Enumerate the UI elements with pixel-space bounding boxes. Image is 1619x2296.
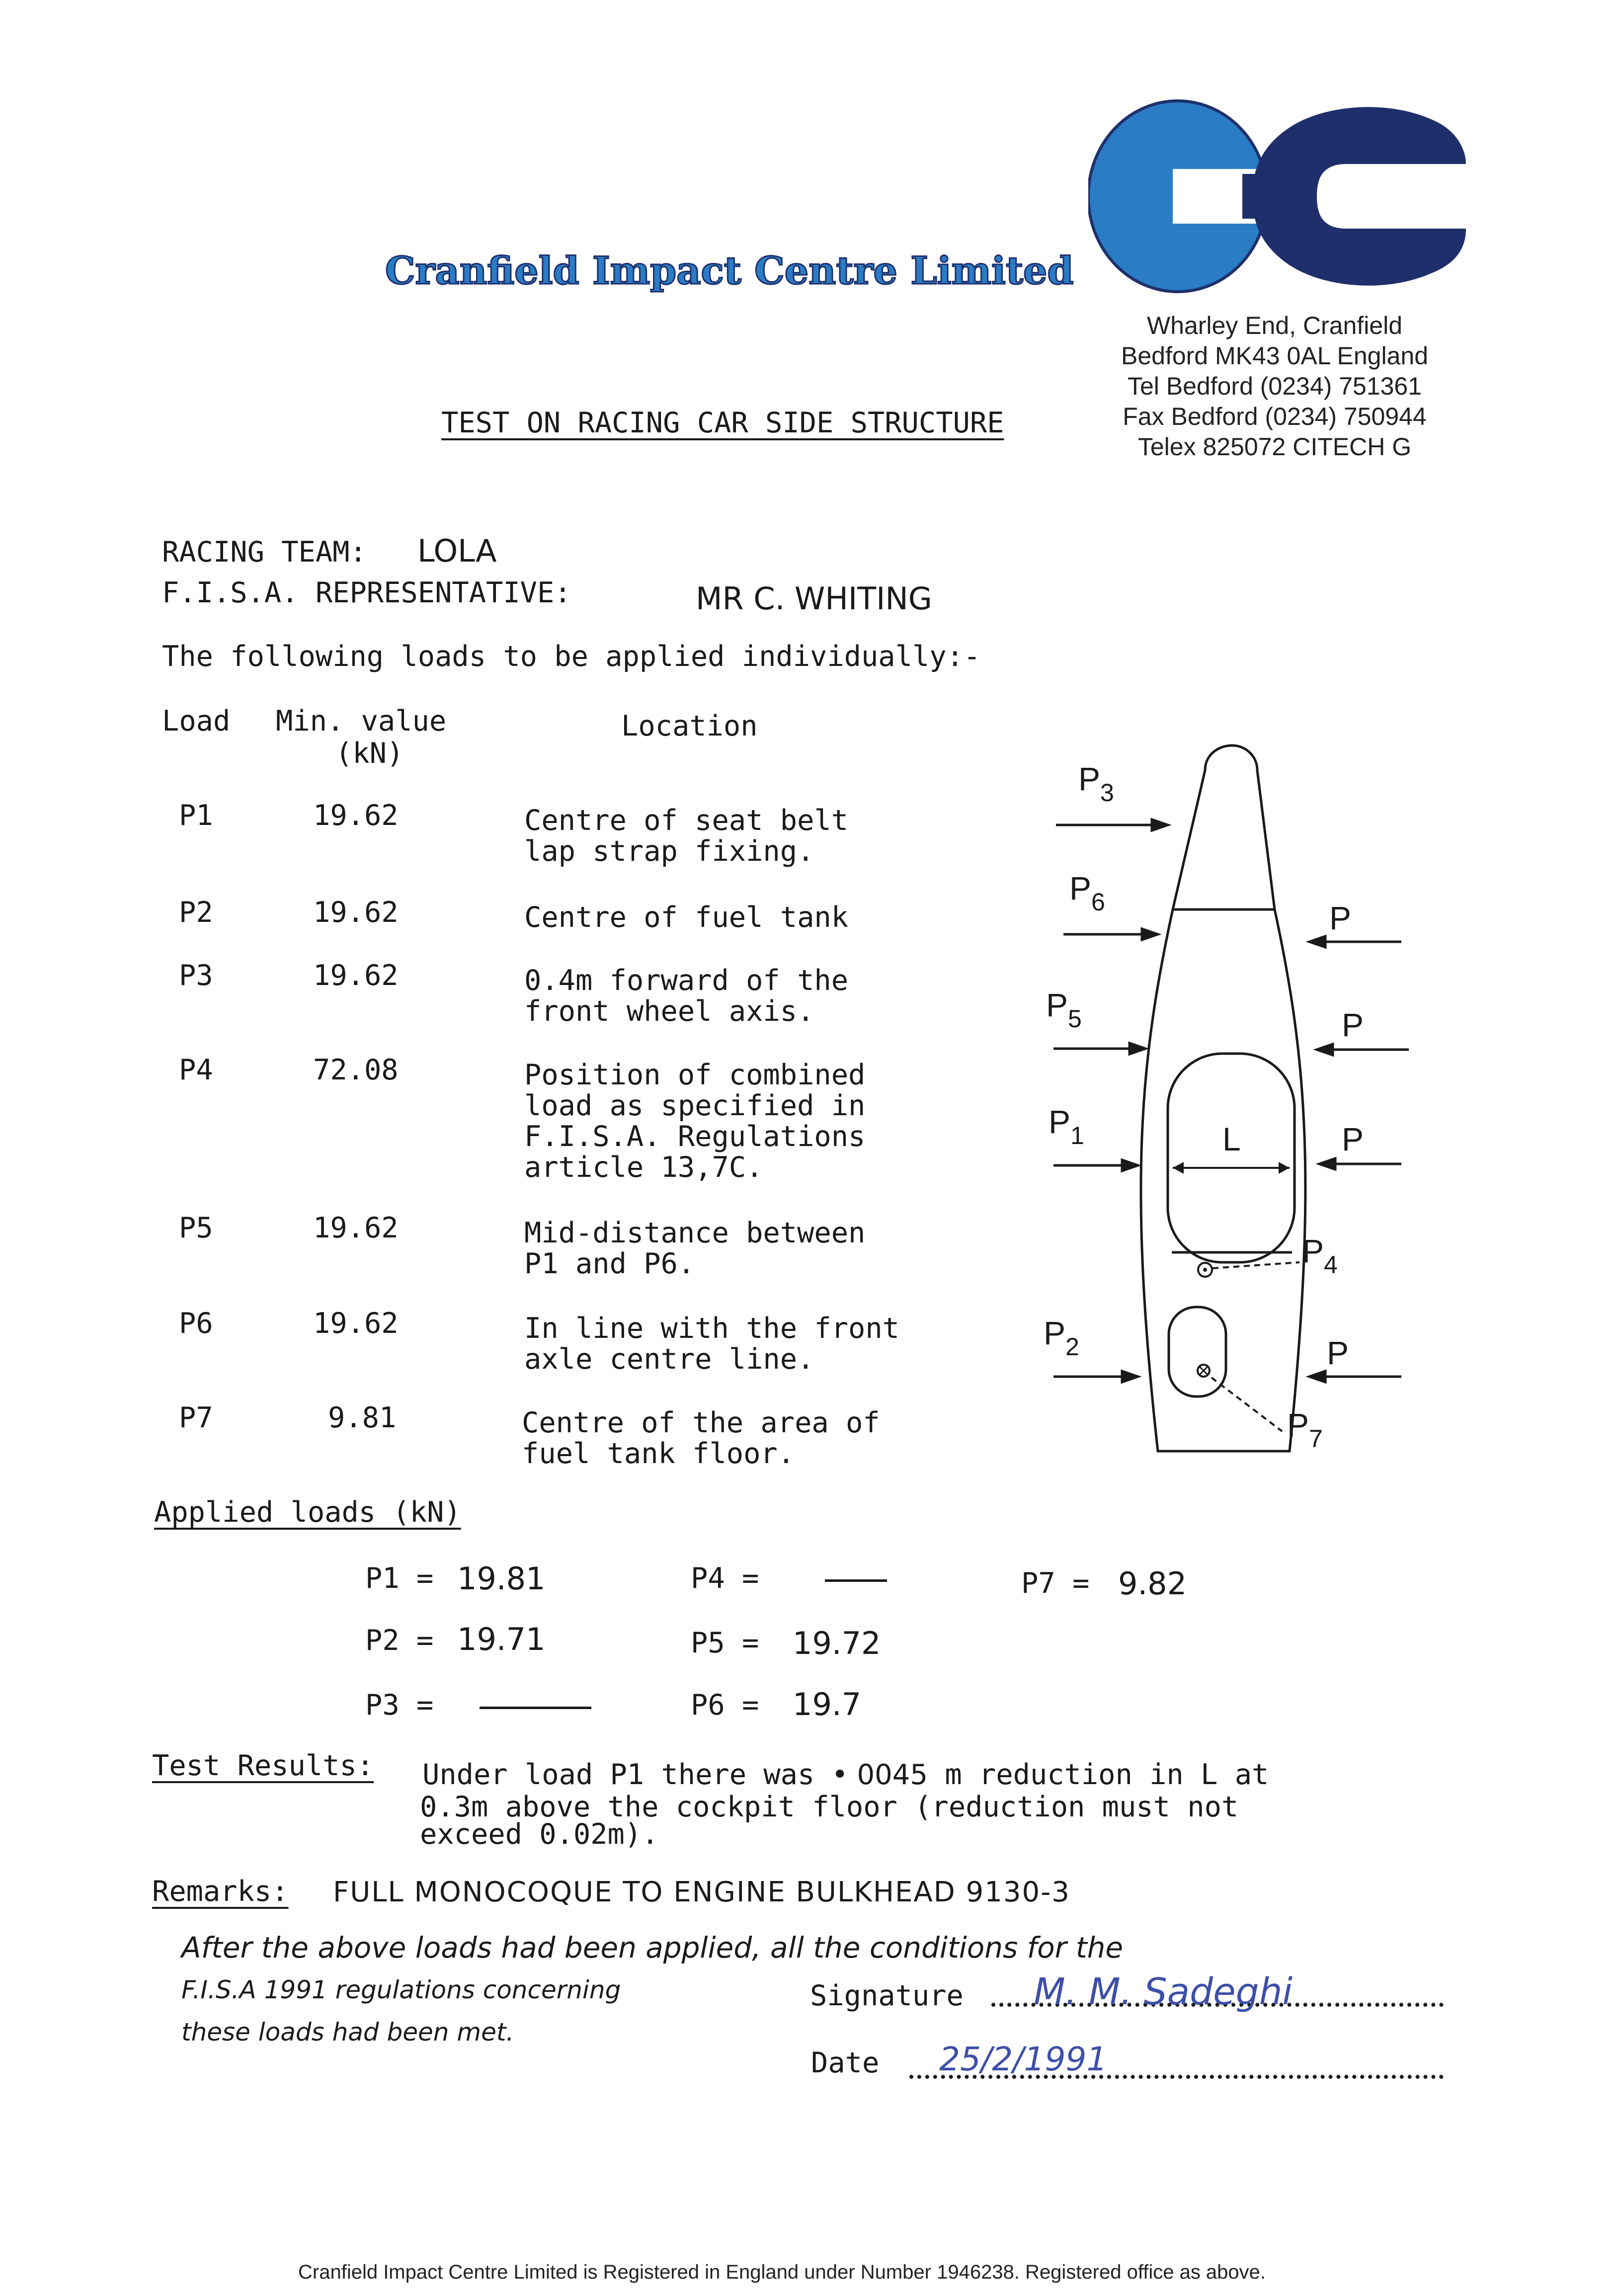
header-location: Location (621, 710, 758, 742)
row-load: P7 (179, 1401, 213, 1434)
row-value: 19.62 (313, 799, 399, 832)
row-location: In line with the front (524, 1312, 899, 1345)
row-load: P5 (179, 1212, 213, 1244)
applied-p2-value: 19.71 (457, 1621, 546, 1657)
address-line: Fax Bedford (0234) 750944 (1123, 403, 1427, 430)
row-value: 72.08 (313, 1054, 399, 1086)
row-value: 19.62 (313, 896, 399, 929)
results-line2: 0.3m above the cockpit floor (reduction must not (420, 1791, 1239, 1823)
row-location: lap strap fixing. (524, 835, 814, 868)
remarks-line1: FULL MONOCOQUE TO ENGINE BULKHEAD 9130-3 (333, 1876, 1070, 1908)
label-p-right: P (1342, 1121, 1364, 1157)
row-load: P6 (179, 1307, 213, 1340)
results-text: m reduction in L at (945, 1758, 1269, 1791)
footer-registration: Cranfield Impact Centre Limited is Registered in England under Number 1946238. Registered office as above. (298, 2261, 1266, 2283)
fisa-rep-label: F.I.S.A. REPRESENTATIVE: (162, 576, 571, 609)
results-line1 (422, 1759, 1269, 1791)
applied-p1-value: 19.81 (457, 1560, 546, 1597)
row-location: 0.4m forward of the (524, 964, 849, 997)
page-title: TEST ON RACING CAR SIDE STRUCTURE (441, 407, 1004, 439)
row-value: 9.81 (328, 1401, 397, 1434)
company-name: Cranfield Impact Centre Limited (385, 248, 1074, 293)
row-value: 19.62 (313, 959, 399, 992)
monocoque-outline (1141, 745, 1305, 1451)
address-line: Telex 825072 CITECH G (1137, 433, 1412, 461)
intro-text: The following loads to be applied individually:- (162, 640, 981, 673)
applied-p2-label: P2 = (365, 1624, 434, 1657)
signature-label: Signature (810, 1979, 964, 2012)
label-p6: $P_6$ (1069, 870, 1105, 916)
row-location: Position of combined (524, 1059, 866, 1091)
row-load: P2 (179, 896, 213, 929)
label-l: L (1222, 1121, 1241, 1157)
row-value: 19.62 (313, 1212, 399, 1244)
signature-value: M. M. Sadeghi (1034, 1970, 1293, 2013)
applied-p7-label: P7 = (1021, 1567, 1090, 1600)
cic-logo (1088, 99, 1466, 293)
applied-p7-value: 9.82 (1118, 1565, 1187, 1602)
row-location: Mid-distance between (524, 1217, 866, 1249)
row-value: 19.62 (313, 1307, 399, 1340)
applied-p4-label: P4 = (691, 1562, 759, 1595)
test-results-label-text: Test Results: (152, 1749, 374, 1782)
applied-p4-dash (825, 1579, 887, 1582)
row-location: P1 and P6. (524, 1247, 695, 1280)
row-location: Centre of fuel tank (524, 901, 849, 934)
address-line: Wharley End, Cranfield (1146, 312, 1403, 339)
date-label: Date (811, 2047, 880, 2079)
row-location: front wheel axis. (524, 995, 814, 1028)
label-p1: $P_1$ (1049, 1103, 1084, 1149)
label-p-right: P (1327, 1334, 1349, 1371)
address-line: Tel Bedford (0234) 751361 (1127, 372, 1422, 400)
test-results-label (152, 1750, 374, 1781)
header-load: Load (162, 705, 231, 738)
row-location: load as specified in (524, 1089, 866, 1122)
label-p2: $P_2$ (1044, 1314, 1079, 1361)
applied-p5-label: P5 = (691, 1627, 759, 1659)
label-p3: $P_3$ (1078, 760, 1114, 807)
label-p7: $P_7$ (1287, 1406, 1323, 1453)
row-location: Centre of seat belt (524, 804, 849, 837)
label-p-right: P (1342, 1006, 1364, 1043)
applied-p3-dash (480, 1707, 591, 1709)
label-p5: $P_5$ (1046, 986, 1082, 1033)
address-line: Bedford MK43 0AL England (1121, 342, 1429, 370)
row-load: P3 (179, 959, 213, 992)
racing-team-label: RACING TEAM: (162, 536, 367, 569)
row-location: Centre of the area of (522, 1406, 880, 1439)
racing-team-value: LOLA (417, 533, 497, 569)
side-structure-diagram (1024, 736, 1441, 1471)
applied-p3-label: P3 = (365, 1689, 434, 1722)
row-location: axle centre line. (524, 1343, 814, 1376)
remarks-line2: After the above loads had been applied, all the conditions for the (181, 1931, 1124, 1965)
header-min-value: Min. value (276, 705, 447, 738)
results-line3: exceed 0.02m). (420, 1818, 659, 1851)
label-p-right: P (1329, 900, 1352, 936)
row-load: P4 (179, 1054, 213, 1086)
applied-p1-label: P1 = (365, 1562, 434, 1595)
remarks-line3: F.I.S.A 1991 regulations concerning (181, 1975, 621, 2004)
header-unit: (kN) (335, 737, 404, 770)
row-location: article 13,7C. (524, 1151, 763, 1184)
results-measured: • 0045 (831, 1759, 928, 1791)
applied-p6-value: 19.7 (793, 1686, 862, 1722)
row-location: F.I.S.A. Regulations (524, 1120, 866, 1153)
fisa-rep-value: MR C. WHITING (696, 580, 932, 617)
row-load: P1 (179, 799, 213, 832)
results-text: Under load P1 there was (422, 1758, 815, 1791)
applied-loads-heading: Applied loads (kN) (154, 1496, 461, 1529)
label-p4: $P_4$ (1302, 1232, 1338, 1279)
applied-p5-value: 19.72 (793, 1625, 881, 1661)
applied-p6-label: P6 = (691, 1689, 759, 1722)
company-address (1111, 311, 1439, 462)
remarks-label: Remarks: (152, 1875, 289, 1908)
remarks-line4: these loads had been met. (181, 2018, 514, 2047)
date-value: 25/2/1991 (939, 2040, 1108, 2078)
row-location: fuel tank floor. (522, 1437, 795, 1470)
